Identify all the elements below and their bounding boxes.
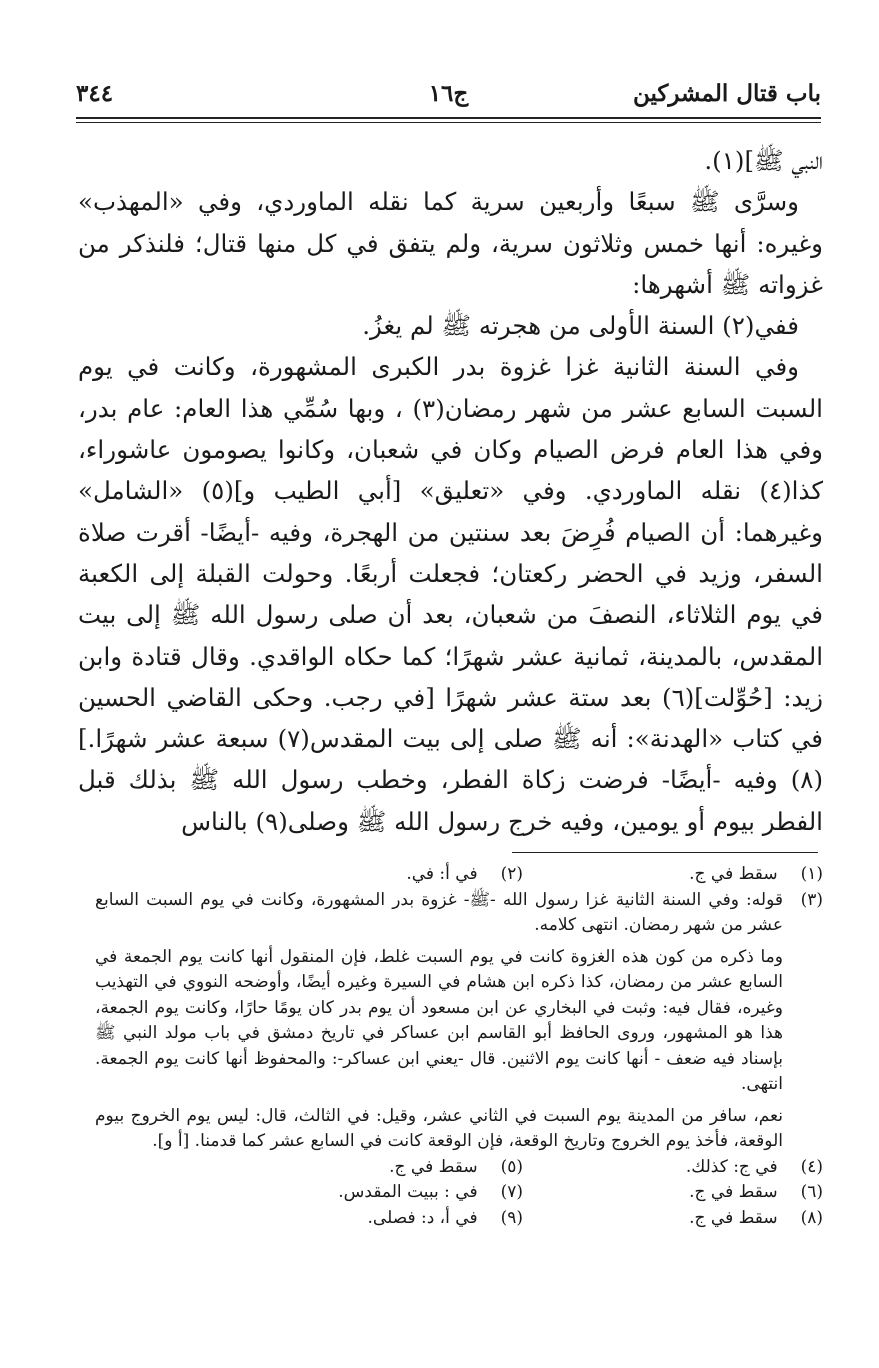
footnote-text: سقط في ج. bbox=[689, 1182, 778, 1202]
volume-label: ج١٦ bbox=[428, 80, 469, 107]
footnote-text: وما ذكره من كون هذه الغزوة كانت في يوم السبت غلط، فإن المنقول أنها كانت يوم الجمعة في السابع عشر من رمضان، كذا ذكره ابن هشام في السيرة وغيره أيضًا، وأوضحه النووي في التهذيب وغيره، فقال فيه: وثبت في البخاري عن ابن مسعود أن يوم بدر كان يومًا حارًا، وكانت يوم الجمعة، هذا هو المشهور، وروى الحافظ أبو القاسم ابن عساكر في تاريخ دمشق في باب مولد النبي ﷺ بإسناد فيه ضعف - أنها كانت يوم الاثنين. قال -يعني ابن عساكر-: والمحفوظ أنها كانت يوم الجمعة. انتهى. bbox=[95, 946, 783, 1094]
paragraph: ففي(٢) السنة الأولى من هجرته ﷺ لم يغزُ. bbox=[362, 311, 799, 341]
footnote-row bbox=[95, 1180, 823, 1206]
footnote-text: قوله: وفي السنة الثانية غزا رسول الله -ﷺ- غزوة بدر المشهورة، وكانت في يوم السبت السابع عشر من شهر رمضان. انتهى كلامه. bbox=[95, 889, 783, 935]
footnote-row bbox=[95, 862, 823, 888]
footnote-separator bbox=[512, 852, 818, 853]
footnote-number: (٦) bbox=[800, 1182, 823, 1202]
footnote-row bbox=[95, 1206, 823, 1232]
paragraph: وسرَّى ﷺ سبعًا وأربعين سرية كما نقله الماوردي، وفي «المهذب» وغيره: أنها خمس وثلاثون سرية، ولم يتفق في كل منها قتال؛ فلنذكر من غزواته ﷺ أشهرها: bbox=[78, 187, 823, 299]
chapter-title: باب قتال المشركين bbox=[632, 80, 821, 107]
footnote-text: سقط في ج. bbox=[689, 864, 778, 884]
footnote-number: (٣) bbox=[800, 889, 823, 910]
footnote-text: سقط في ج. bbox=[689, 1207, 778, 1228]
footnote-text: نعم، سافر من المدينة يوم السبت في الثاني عشر، وقيل: في الثالث، قال: ليس يوم الخروج بيوم الوقعة، فأخذ يوم الخروج وتاريخ الوقعة، فإن الوقعة كانت في السابع عشر كما قدمنا. [أ و]. bbox=[95, 1105, 783, 1151]
footnote-row bbox=[95, 888, 823, 1155]
footnote-text: في : ببيت المقدس. bbox=[338, 1182, 478, 1202]
footnote-number: (٤) bbox=[800, 1156, 823, 1177]
footnotes bbox=[95, 862, 823, 1231]
footnote-text: في ج: كذلك. bbox=[685, 1156, 778, 1177]
footnote-number: (٨) bbox=[800, 1207, 823, 1228]
footnote-number: (٥) bbox=[500, 1156, 523, 1177]
footnote-text: في أ: في. bbox=[406, 864, 478, 884]
paragraph: النبي ﷺ](١). bbox=[704, 146, 823, 175]
page-header bbox=[76, 80, 821, 114]
main-text bbox=[78, 140, 823, 842]
footnote-number: (٧) bbox=[500, 1182, 523, 1202]
header-rule bbox=[76, 117, 821, 119]
header-rule-thin bbox=[76, 122, 821, 123]
footnote-number: (٢) bbox=[500, 864, 523, 884]
footnote-number: (١) bbox=[800, 864, 823, 884]
page-number: ٣٤٤ bbox=[76, 80, 114, 107]
footnote-text: في أ، د: فصلى. bbox=[367, 1207, 478, 1228]
footnote-row bbox=[95, 1155, 823, 1181]
paragraph: وفي السنة الثانية غزا غزوة بدر الكبرى المشهورة، وكانت في يوم السبت السابع عشر من شهر رمضان(٣) ، وبها سُمِّي هذا العام: عام بدر، وفي هذا العام فرض الصيام وكان في شعبان، وكانوا يصومون عاشوراء، كذا(٤) نقله الماوردي. وفي «تعليق» [أبي الطيب و](٥) «الشامل» وغيرهما: أن الصيام فُرِضَ بعد سنتين من الهجرة، وفيه -أيضًا- أقرت صلاة السفر، وزيد في الحضر ركعتان؛ فجعلت أربعًا. وحولت القبلة إلى الكعبة في يوم الثلاثاء، النصفَ من شعبان، بعد أن صلى رسول الله ﷺ إلى بيت المقدس، بالمدينة، ثمانية عشر شهرًا؛ كما حكاه الواقدي. وقال قتادة وابن زيد: [حُوِّلت](٦) بعد ستة عشر شهرًا [في رجب. وحكى القاضي الحسين في كتاب «الهدنة»: أنه ﷺ صلى إلى بيت المقدس(٧) سبعة عشر شهرًا.](٨) وفيه -أيضًا- فرضت زكاة الفطر، وخطب رسول الله ﷺ بذلك قبل الفطر بيوم أو يومين، وفيه خرج رسول الله ﷺ وصلى(٩) بالناس bbox=[78, 352, 824, 836]
footnote-text: سقط في ج. bbox=[389, 1156, 478, 1177]
footnote-number: (٩) bbox=[500, 1207, 523, 1228]
